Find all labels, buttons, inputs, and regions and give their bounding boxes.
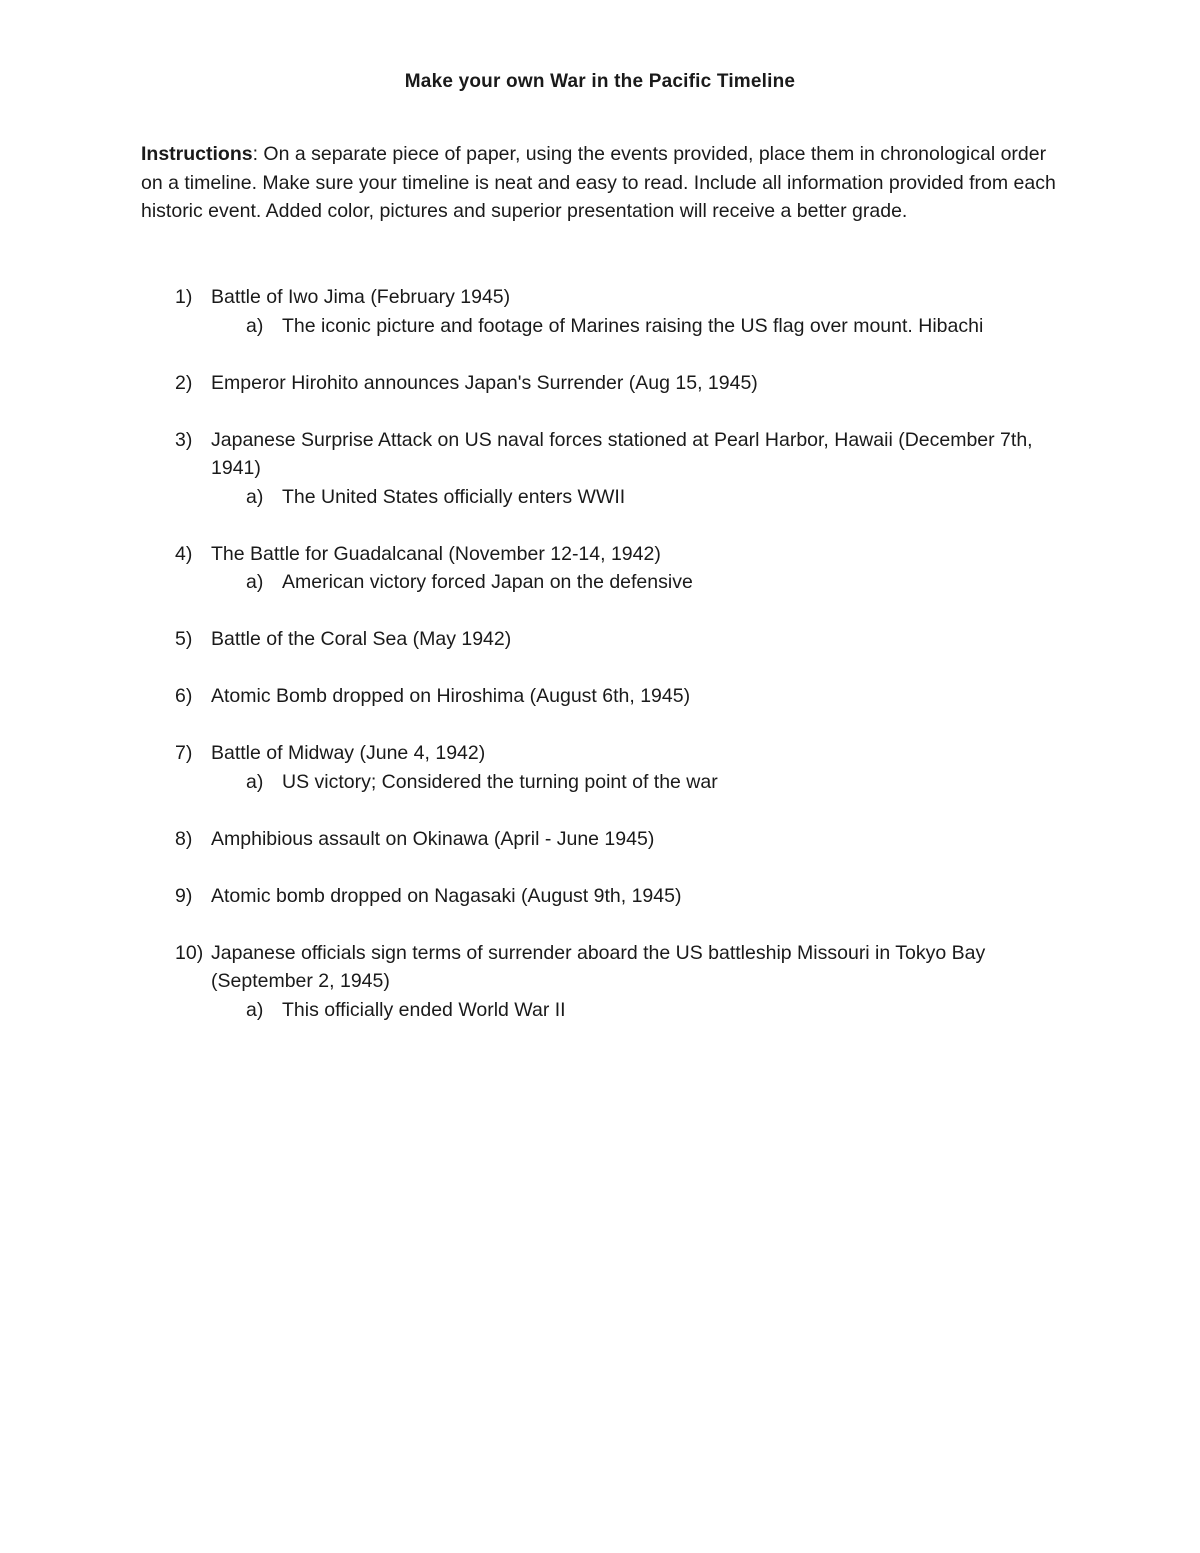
event-row bbox=[0, 426, 1041, 483]
event-item bbox=[0, 882, 1200, 911]
event-subitem bbox=[0, 483, 1082, 512]
event-row bbox=[0, 369, 1041, 398]
page-title: Make your own War in the Pacific Timeline bbox=[404, 71, 796, 92]
event-row bbox=[0, 882, 1041, 911]
event-item bbox=[0, 540, 1200, 597]
event-text: Battle of the Coral Sea (May 1942) bbox=[211, 628, 512, 651]
event-row bbox=[0, 825, 1041, 854]
event-subitem bbox=[0, 568, 1082, 597]
subitem-letter: a) bbox=[246, 999, 264, 1022]
subitem-text: The iconic picture and footage of Marines raising the US flag over mount. Hibachi bbox=[282, 314, 984, 337]
event-number: 6) bbox=[175, 685, 193, 708]
event-text: Battle of Iwo Jima (February 1945) bbox=[211, 286, 511, 308]
event-text: Atomic Bomb dropped on Hiroshima (August 6th, 1945) bbox=[211, 685, 691, 708]
event-number: 5) bbox=[175, 628, 193, 651]
event-item bbox=[0, 939, 1200, 1025]
event-subitem bbox=[0, 996, 1082, 1025]
subitem-text: This officially ended World War II bbox=[282, 999, 566, 1022]
subitem-text: American victory forced Japan on the defensive bbox=[282, 571, 693, 594]
subitem-letter: a) bbox=[246, 485, 264, 508]
event-item bbox=[0, 426, 1200, 512]
event-number: 4) bbox=[175, 542, 193, 565]
event-row bbox=[0, 939, 1041, 996]
instructions-text: : On a separate piece of paper, using the events provided, place them in chronological order on a timeline. Make sure your timeline is neat and easy to read. Include all information provided from each historic event. Added color, pictures and superior presentation will receive a better grade. bbox=[141, 143, 1056, 223]
event-number: 1) bbox=[175, 286, 193, 308]
event-item bbox=[0, 283, 1200, 340]
event-item bbox=[0, 369, 1200, 398]
event-list bbox=[0, 283, 1200, 1053]
subitem-letter: a) bbox=[246, 770, 264, 793]
event-number: 8) bbox=[175, 827, 193, 850]
event-item bbox=[0, 825, 1200, 854]
event-number: 10) bbox=[175, 941, 204, 964]
event-text: Emperor Hirohito announces Japan's Surrender (Aug 15, 1945) bbox=[211, 371, 758, 394]
instructions-label: Instructions bbox=[141, 143, 253, 165]
event-row bbox=[0, 540, 1041, 569]
event-text: Japanese officials sign terms of surrender aboard the US battleship Missouri in Tokyo Bay (September 2, 1945) bbox=[211, 941, 986, 993]
event-text: The Battle for Guadalcanal (November 12-14, 1942) bbox=[211, 542, 661, 565]
event-item bbox=[0, 682, 1200, 711]
event-row bbox=[0, 739, 1041, 768]
event-subitem bbox=[0, 768, 1082, 797]
event-number: 3) bbox=[175, 428, 193, 451]
event-item bbox=[0, 625, 1200, 654]
event-text: Battle of Midway (June 4, 1942) bbox=[211, 742, 486, 765]
subitem-text: US victory; Considered the turning point of the war bbox=[282, 770, 718, 793]
event-number: 9) bbox=[175, 884, 193, 907]
event-text: Japanese Surprise Attack on US naval forces stationed at Pearl Harbor, Hawaii (December 7th, 1941) bbox=[211, 428, 1033, 480]
subitem-letter: a) bbox=[246, 571, 264, 594]
event-row bbox=[0, 283, 1041, 312]
event-item bbox=[0, 739, 1200, 796]
event-text: Amphibious assault on Okinawa (April - June 1945) bbox=[211, 827, 655, 850]
event-text: Atomic bomb dropped on Nagasaki (August 9th, 1945) bbox=[211, 884, 682, 907]
event-subitem bbox=[0, 312, 1082, 341]
event-number: 2) bbox=[175, 371, 193, 394]
event-number: 7) bbox=[175, 742, 193, 765]
subitem-text: The United States officially enters WWII bbox=[282, 485, 626, 508]
instructions-paragraph bbox=[141, 140, 1061, 226]
event-row bbox=[0, 625, 1041, 654]
subitem-letter: a) bbox=[246, 314, 264, 337]
event-row bbox=[0, 682, 1041, 711]
